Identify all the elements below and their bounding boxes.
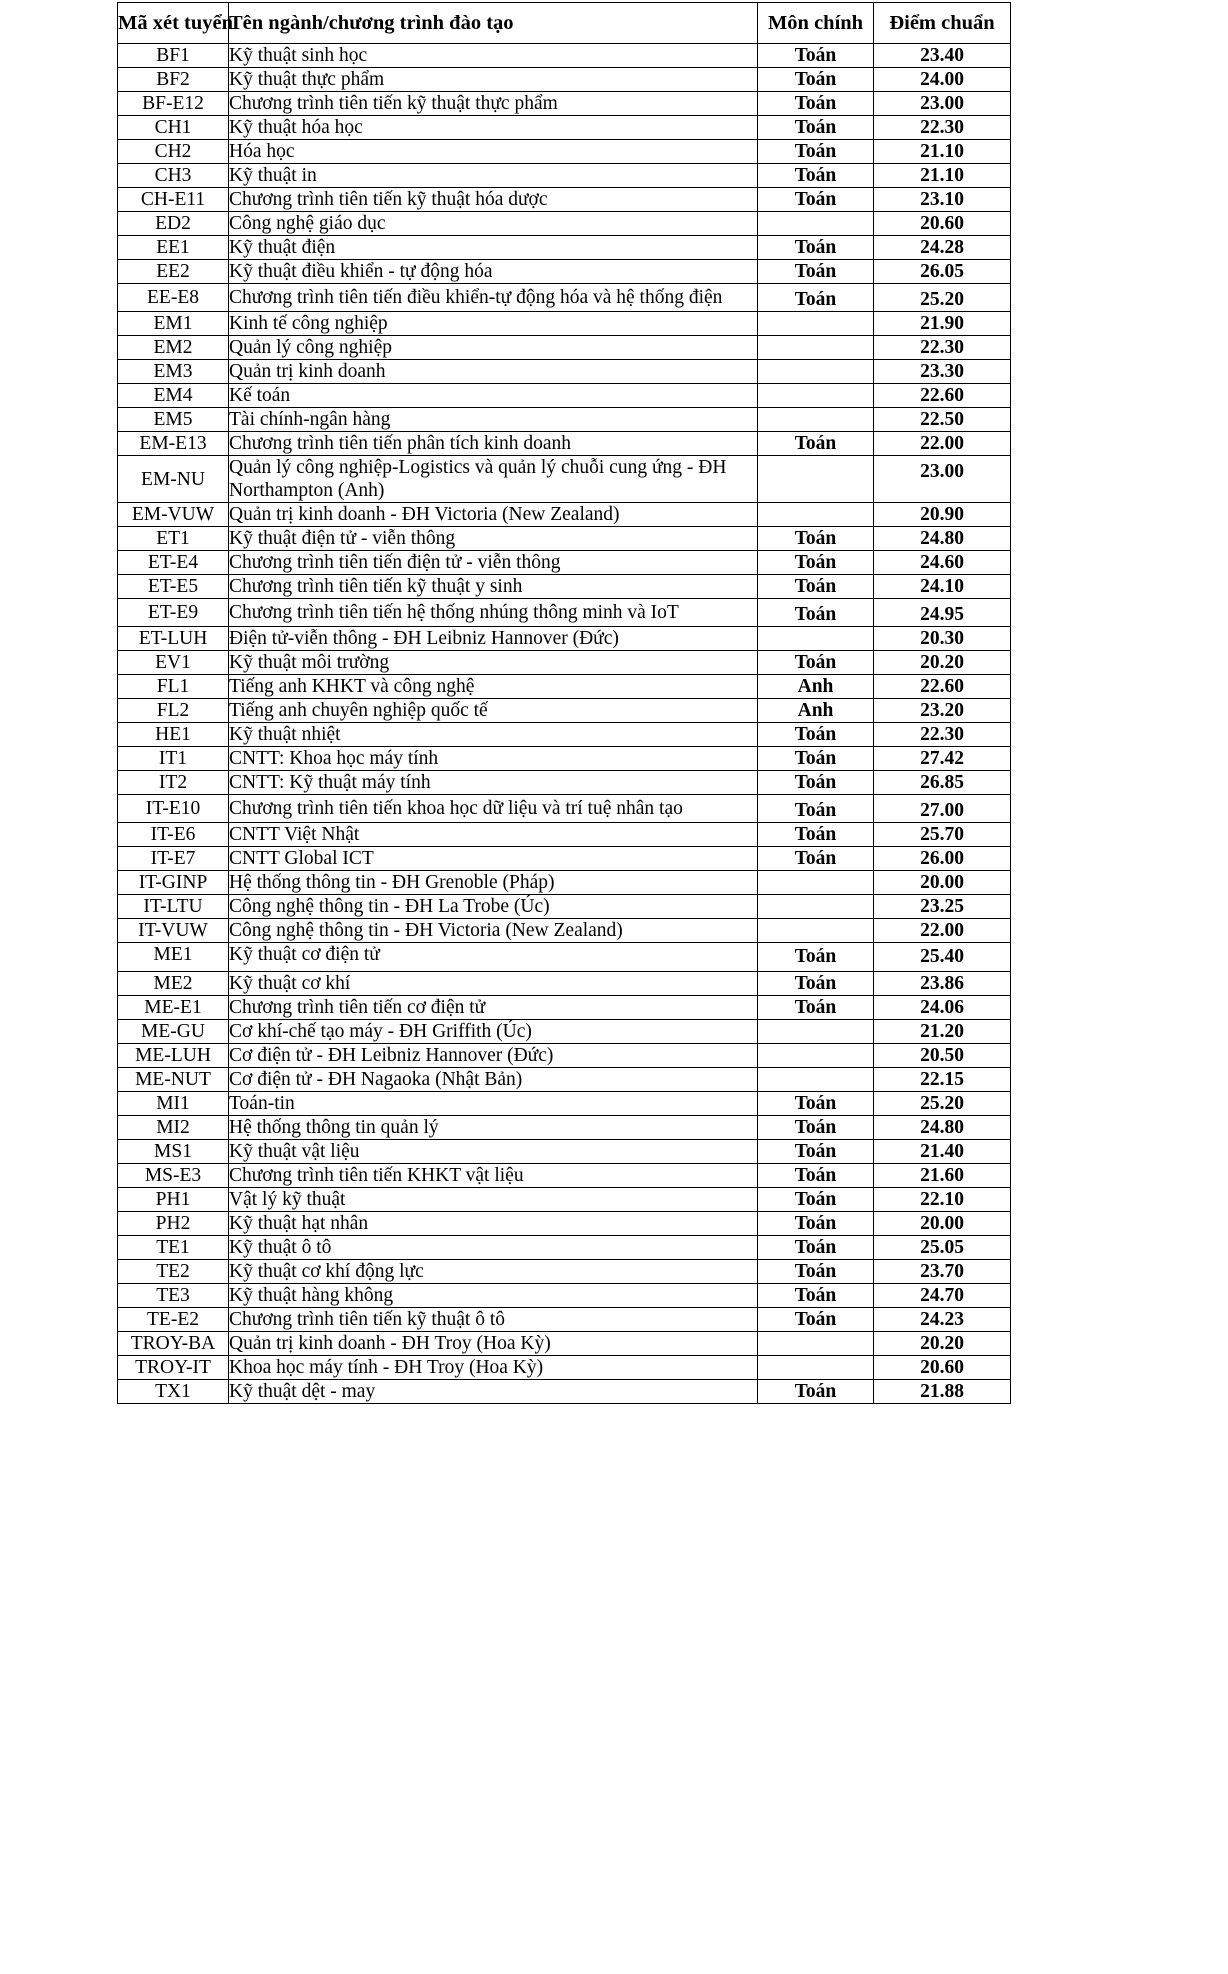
cell-score: 20.20 bbox=[874, 651, 1011, 675]
table-row bbox=[118, 44, 1011, 68]
table-row bbox=[118, 188, 1011, 212]
table-row bbox=[118, 551, 1011, 575]
cell-name: Kinh tế công nghiệp bbox=[229, 312, 758, 336]
cell-code: ME-GU bbox=[118, 1020, 229, 1044]
table-row bbox=[118, 1164, 1011, 1188]
cell-score: 24.80 bbox=[874, 527, 1011, 551]
cell-name: Kỹ thuật môi trường bbox=[229, 651, 758, 675]
cell-name: Kỹ thuật vật liệu bbox=[229, 1140, 758, 1164]
table-row bbox=[118, 747, 1011, 771]
cell-score: 21.20 bbox=[874, 1020, 1011, 1044]
table-row bbox=[118, 847, 1011, 871]
table-row bbox=[118, 823, 1011, 847]
cell-score: 23.20 bbox=[874, 699, 1011, 723]
cell-name: Kỹ thuật dệt - may bbox=[229, 1380, 758, 1404]
cell-score: 22.30 bbox=[874, 336, 1011, 360]
table-row bbox=[118, 1116, 1011, 1140]
table-row bbox=[118, 996, 1011, 1020]
cell-name: Chương trình tiên tiến điều khiển-tự động hóa và hệ thống điện bbox=[229, 284, 758, 312]
cell-name: Kỹ thuật thực phẩm bbox=[229, 68, 758, 92]
cell-score: 24.60 bbox=[874, 551, 1011, 575]
cell-name: Quản lý công nghiệp-Logistics và quản lý chuỗi cung ứng - ĐH Northampton (Anh) bbox=[229, 456, 758, 503]
cell-subject: Toán bbox=[758, 116, 874, 140]
table-row bbox=[118, 1308, 1011, 1332]
table-row bbox=[118, 384, 1011, 408]
table-row bbox=[118, 723, 1011, 747]
cell-subject: Toán bbox=[758, 1140, 874, 1164]
cell-code: TROY-IT bbox=[118, 1356, 229, 1380]
cell-code: IT2 bbox=[118, 771, 229, 795]
cell-code: TE2 bbox=[118, 1260, 229, 1284]
cell-name: Kỹ thuật cơ điện tử bbox=[229, 943, 758, 972]
cell-score: 24.10 bbox=[874, 575, 1011, 599]
cell-score: 23.40 bbox=[874, 44, 1011, 68]
cell-subject bbox=[758, 627, 874, 651]
cell-code: IT-E7 bbox=[118, 847, 229, 871]
cell-score: 21.60 bbox=[874, 1164, 1011, 1188]
cell-code: BF2 bbox=[118, 68, 229, 92]
table-row bbox=[118, 1140, 1011, 1164]
cell-subject: Toán bbox=[758, 432, 874, 456]
cell-code: BF-E12 bbox=[118, 92, 229, 116]
cell-name: Kỹ thuật cơ khí động lực bbox=[229, 1260, 758, 1284]
cell-subject: Toán bbox=[758, 140, 874, 164]
cell-name: Tiếng anh KHKT và công nghệ bbox=[229, 675, 758, 699]
cell-subject: Toán bbox=[758, 795, 874, 823]
cell-code: ED2 bbox=[118, 212, 229, 236]
cell-name: Chương trình tiên tiến điện tử - viễn thông bbox=[229, 551, 758, 575]
cell-subject: Anh bbox=[758, 699, 874, 723]
cell-score: 23.30 bbox=[874, 360, 1011, 384]
cell-code: IT1 bbox=[118, 747, 229, 771]
column-header-score: Điểm chuẩn bbox=[874, 3, 1011, 44]
cell-code: ME-LUH bbox=[118, 1044, 229, 1068]
admissions-score-table bbox=[117, 2, 1011, 1404]
cell-subject: Toán bbox=[758, 164, 874, 188]
cell-code: CH-E11 bbox=[118, 188, 229, 212]
cell-subject bbox=[758, 1332, 874, 1356]
table-row bbox=[118, 260, 1011, 284]
cell-score: 22.50 bbox=[874, 408, 1011, 432]
cell-score: 20.50 bbox=[874, 1044, 1011, 1068]
cell-subject bbox=[758, 1044, 874, 1068]
cell-name: CNTT: Kỹ thuật máy tính bbox=[229, 771, 758, 795]
cell-code: ME-E1 bbox=[118, 996, 229, 1020]
cell-score: 24.28 bbox=[874, 236, 1011, 260]
cell-code: EM1 bbox=[118, 312, 229, 336]
table-row bbox=[118, 312, 1011, 336]
cell-score: 25.70 bbox=[874, 823, 1011, 847]
cell-name: Kỹ thuật sinh học bbox=[229, 44, 758, 68]
table-row bbox=[118, 972, 1011, 996]
cell-name: Chương trình tiên tiến cơ điện tử bbox=[229, 996, 758, 1020]
cell-score: 24.70 bbox=[874, 1284, 1011, 1308]
table-row bbox=[118, 503, 1011, 527]
table-row bbox=[118, 1068, 1011, 1092]
cell-code: MS1 bbox=[118, 1140, 229, 1164]
cell-score: 24.80 bbox=[874, 1116, 1011, 1140]
cell-name: Kỹ thuật nhiệt bbox=[229, 723, 758, 747]
cell-score: 25.20 bbox=[874, 284, 1011, 312]
cell-subject: Toán bbox=[758, 1380, 874, 1404]
cell-score: 24.95 bbox=[874, 599, 1011, 627]
cell-code: ME1 bbox=[118, 943, 229, 972]
cell-code: FL2 bbox=[118, 699, 229, 723]
cell-name: Quản trị kinh doanh - ĐH Troy (Hoa Kỳ) bbox=[229, 1332, 758, 1356]
cell-score: 21.88 bbox=[874, 1380, 1011, 1404]
cell-code: ME-NUT bbox=[118, 1068, 229, 1092]
cell-code: BF1 bbox=[118, 44, 229, 68]
cell-name: Chương trình tiên tiến hệ thống nhúng thông minh và IoT bbox=[229, 599, 758, 627]
header-row bbox=[118, 3, 1011, 44]
cell-name: Khoa học máy tính - ĐH Troy (Hoa Kỳ) bbox=[229, 1356, 758, 1380]
cell-subject bbox=[758, 360, 874, 384]
cell-subject: Toán bbox=[758, 236, 874, 260]
table-row bbox=[118, 675, 1011, 699]
table-row bbox=[118, 68, 1011, 92]
cell-subject bbox=[758, 1068, 874, 1092]
cell-code: EV1 bbox=[118, 651, 229, 675]
cell-score: 25.20 bbox=[874, 1092, 1011, 1116]
cell-score: 22.00 bbox=[874, 919, 1011, 943]
table-row bbox=[118, 771, 1011, 795]
cell-code: EM-NU bbox=[118, 456, 229, 503]
cell-name: Cơ điện tử - ĐH Leibniz Hannover (Đức) bbox=[229, 1044, 758, 1068]
cell-code: PH1 bbox=[118, 1188, 229, 1212]
cell-name: Hệ thống thông tin - ĐH Grenoble (Pháp) bbox=[229, 871, 758, 895]
table-row bbox=[118, 432, 1011, 456]
table-row bbox=[118, 599, 1011, 627]
cell-code: ME2 bbox=[118, 972, 229, 996]
table-row bbox=[118, 1092, 1011, 1116]
cell-name: Toán-tin bbox=[229, 1092, 758, 1116]
cell-subject: Toán bbox=[758, 972, 874, 996]
cell-score: 20.00 bbox=[874, 1212, 1011, 1236]
cell-code: ET-E9 bbox=[118, 599, 229, 627]
cell-score: 20.00 bbox=[874, 871, 1011, 895]
cell-code: EM3 bbox=[118, 360, 229, 384]
table-row bbox=[118, 1284, 1011, 1308]
cell-subject bbox=[758, 336, 874, 360]
table-row bbox=[118, 1356, 1011, 1380]
table-row bbox=[118, 212, 1011, 236]
cell-subject: Toán bbox=[758, 68, 874, 92]
cell-code: MS-E3 bbox=[118, 1164, 229, 1188]
cell-name: Vật lý kỹ thuật bbox=[229, 1188, 758, 1212]
cell-code: TE-E2 bbox=[118, 1308, 229, 1332]
cell-subject: Toán bbox=[758, 1164, 874, 1188]
cell-code: TROY-BA bbox=[118, 1332, 229, 1356]
cell-name: Kỹ thuật in bbox=[229, 164, 758, 188]
cell-subject: Toán bbox=[758, 1260, 874, 1284]
cell-score: 24.06 bbox=[874, 996, 1011, 1020]
cell-code: TX1 bbox=[118, 1380, 229, 1404]
cell-subject: Toán bbox=[758, 823, 874, 847]
cell-name: Kỹ thuật điều khiển - tự động hóa bbox=[229, 260, 758, 284]
table-row bbox=[118, 336, 1011, 360]
table-row bbox=[118, 1260, 1011, 1284]
cell-score: 22.00 bbox=[874, 432, 1011, 456]
table-row bbox=[118, 1188, 1011, 1212]
cell-name: Kế toán bbox=[229, 384, 758, 408]
cell-score: 26.00 bbox=[874, 847, 1011, 871]
cell-score: 24.00 bbox=[874, 68, 1011, 92]
cell-name: Kỹ thuật điện bbox=[229, 236, 758, 260]
cell-score: 21.40 bbox=[874, 1140, 1011, 1164]
cell-score: 24.23 bbox=[874, 1308, 1011, 1332]
cell-score: 22.10 bbox=[874, 1188, 1011, 1212]
cell-subject: Toán bbox=[758, 1212, 874, 1236]
cell-subject: Toán bbox=[758, 1188, 874, 1212]
cell-code: EM-VUW bbox=[118, 503, 229, 527]
cell-subject bbox=[758, 456, 874, 503]
cell-code: MI2 bbox=[118, 1116, 229, 1140]
cell-code: IT-LTU bbox=[118, 895, 229, 919]
cell-name: Cơ khí-chế tạo máy - ĐH Griffith (Úc) bbox=[229, 1020, 758, 1044]
cell-code: EE2 bbox=[118, 260, 229, 284]
table-row bbox=[118, 1020, 1011, 1044]
cell-code: MI1 bbox=[118, 1092, 229, 1116]
cell-name: Chương trình tiên tiến khoa học dữ liệu và trí tuệ nhân tạo bbox=[229, 795, 758, 823]
cell-name: Chương trình tiên tiến kỹ thuật ô tô bbox=[229, 1308, 758, 1332]
table-row bbox=[118, 871, 1011, 895]
cell-code: EM-E13 bbox=[118, 432, 229, 456]
table-row bbox=[118, 92, 1011, 116]
cell-subject: Toán bbox=[758, 771, 874, 795]
cell-subject: Toán bbox=[758, 551, 874, 575]
cell-name: Kỹ thuật cơ khí bbox=[229, 972, 758, 996]
cell-score: 27.00 bbox=[874, 795, 1011, 823]
cell-subject: Toán bbox=[758, 1236, 874, 1260]
cell-code: EM5 bbox=[118, 408, 229, 432]
table-row bbox=[118, 627, 1011, 651]
cell-score: 22.60 bbox=[874, 675, 1011, 699]
table-row bbox=[118, 164, 1011, 188]
column-header-subject: Môn chính bbox=[758, 3, 874, 44]
cell-code: EM4 bbox=[118, 384, 229, 408]
cell-code: TE3 bbox=[118, 1284, 229, 1308]
cell-score: 23.10 bbox=[874, 188, 1011, 212]
table-row bbox=[118, 284, 1011, 312]
cell-name: Điện tử-viễn thông - ĐH Leibniz Hannover (Đức) bbox=[229, 627, 758, 651]
cell-name: Quản lý công nghiệp bbox=[229, 336, 758, 360]
cell-subject: Toán bbox=[758, 575, 874, 599]
cell-code: EE-E8 bbox=[118, 284, 229, 312]
cell-score: 20.90 bbox=[874, 503, 1011, 527]
cell-score: 22.15 bbox=[874, 1068, 1011, 1092]
cell-code: PH2 bbox=[118, 1212, 229, 1236]
table-row bbox=[118, 699, 1011, 723]
cell-name: Hóa học bbox=[229, 140, 758, 164]
cell-name: CNTT: Khoa học máy tính bbox=[229, 747, 758, 771]
cell-name: Quản trị kinh doanh bbox=[229, 360, 758, 384]
cell-code: CH1 bbox=[118, 116, 229, 140]
cell-code: EE1 bbox=[118, 236, 229, 260]
cell-score: 21.90 bbox=[874, 312, 1011, 336]
cell-score: 26.05 bbox=[874, 260, 1011, 284]
cell-name: Chương trình tiên tiến phân tích kinh doanh bbox=[229, 432, 758, 456]
table-row bbox=[118, 236, 1011, 260]
table-row bbox=[118, 116, 1011, 140]
table-body bbox=[118, 44, 1011, 1404]
table-row bbox=[118, 795, 1011, 823]
table-row bbox=[118, 360, 1011, 384]
cell-subject: Toán bbox=[758, 44, 874, 68]
table-row bbox=[118, 527, 1011, 551]
cell-subject bbox=[758, 1020, 874, 1044]
cell-subject bbox=[758, 408, 874, 432]
cell-subject: Toán bbox=[758, 847, 874, 871]
cell-name: Công nghệ thông tin - ĐH La Trobe (Úc) bbox=[229, 895, 758, 919]
cell-name: Chương trình tiên tiến KHKT vật liệu bbox=[229, 1164, 758, 1188]
cell-name: Hệ thống thông tin quản lý bbox=[229, 1116, 758, 1140]
column-header-code: Mã xét tuyển bbox=[118, 3, 229, 44]
cell-name: Chương trình tiên tiến kỹ thuật thực phẩm bbox=[229, 92, 758, 116]
cell-subject: Toán bbox=[758, 527, 874, 551]
cell-subject bbox=[758, 895, 874, 919]
cell-name: Quản trị kinh doanh - ĐH Victoria (New Zealand) bbox=[229, 503, 758, 527]
table-row bbox=[118, 140, 1011, 164]
table-row bbox=[118, 575, 1011, 599]
cell-name: Kỹ thuật điện tử - viễn thông bbox=[229, 527, 758, 551]
table-row bbox=[118, 1380, 1011, 1404]
cell-score: 25.05 bbox=[874, 1236, 1011, 1260]
table-header bbox=[118, 3, 1011, 44]
cell-subject: Toán bbox=[758, 651, 874, 675]
table-row bbox=[118, 651, 1011, 675]
cell-subject bbox=[758, 1356, 874, 1380]
cell-score: 23.00 bbox=[874, 456, 1011, 503]
cell-score: 20.60 bbox=[874, 1356, 1011, 1380]
cell-name: Cơ điện tử - ĐH Nagaoka (Nhật Bản) bbox=[229, 1068, 758, 1092]
cell-score: 21.10 bbox=[874, 140, 1011, 164]
cell-subject: Toán bbox=[758, 747, 874, 771]
column-header-name: Tên ngành/chương trình đào tạo bbox=[229, 3, 758, 44]
cell-subject bbox=[758, 919, 874, 943]
table-row bbox=[118, 895, 1011, 919]
cell-subject: Toán bbox=[758, 92, 874, 116]
table-row bbox=[118, 1332, 1011, 1356]
cell-subject bbox=[758, 312, 874, 336]
cell-code: TE1 bbox=[118, 1236, 229, 1260]
cell-subject: Toán bbox=[758, 943, 874, 972]
cell-name: CNTT Việt Nhật bbox=[229, 823, 758, 847]
cell-code: ET1 bbox=[118, 527, 229, 551]
cell-score: 23.70 bbox=[874, 1260, 1011, 1284]
cell-code: IT-VUW bbox=[118, 919, 229, 943]
table-row bbox=[118, 1236, 1011, 1260]
cell-subject: Toán bbox=[758, 1284, 874, 1308]
cell-score: 20.60 bbox=[874, 212, 1011, 236]
cell-subject: Toán bbox=[758, 599, 874, 627]
cell-subject: Toán bbox=[758, 723, 874, 747]
cell-subject: Toán bbox=[758, 1308, 874, 1332]
cell-name: Chương trình tiên tiến kỹ thuật y sinh bbox=[229, 575, 758, 599]
cell-code: HE1 bbox=[118, 723, 229, 747]
cell-code: CH2 bbox=[118, 140, 229, 164]
cell-name: Tài chính-ngân hàng bbox=[229, 408, 758, 432]
cell-code: CH3 bbox=[118, 164, 229, 188]
cell-code: ET-LUH bbox=[118, 627, 229, 651]
cell-name: Tiếng anh chuyên nghiệp quốc tế bbox=[229, 699, 758, 723]
cell-score: 21.10 bbox=[874, 164, 1011, 188]
cell-subject: Toán bbox=[758, 260, 874, 284]
cell-code: EM2 bbox=[118, 336, 229, 360]
table-row bbox=[118, 456, 1011, 503]
table-row bbox=[118, 408, 1011, 432]
cell-subject bbox=[758, 871, 874, 895]
cell-score: 23.86 bbox=[874, 972, 1011, 996]
cell-name: Kỹ thuật hạt nhân bbox=[229, 1212, 758, 1236]
cell-subject: Toán bbox=[758, 996, 874, 1020]
cell-code: IT-GINP bbox=[118, 871, 229, 895]
cell-code: ET-E4 bbox=[118, 551, 229, 575]
table-row bbox=[118, 1044, 1011, 1068]
cell-score: 22.60 bbox=[874, 384, 1011, 408]
cell-subject bbox=[758, 503, 874, 527]
cell-score: 23.00 bbox=[874, 92, 1011, 116]
cell-code: FL1 bbox=[118, 675, 229, 699]
cell-score: 27.42 bbox=[874, 747, 1011, 771]
cell-score: 20.30 bbox=[874, 627, 1011, 651]
cell-score: 23.25 bbox=[874, 895, 1011, 919]
cell-subject: Toán bbox=[758, 1116, 874, 1140]
cell-subject: Toán bbox=[758, 188, 874, 212]
cell-subject bbox=[758, 384, 874, 408]
cell-code: IT-E6 bbox=[118, 823, 229, 847]
cell-score: 25.40 bbox=[874, 943, 1011, 972]
cell-score: 20.20 bbox=[874, 1332, 1011, 1356]
cell-name: Công nghệ thông tin - ĐH Victoria (New Zealand) bbox=[229, 919, 758, 943]
cell-score: 22.30 bbox=[874, 723, 1011, 747]
cell-subject: Toán bbox=[758, 1092, 874, 1116]
cell-name: Kỹ thuật hàng không bbox=[229, 1284, 758, 1308]
table-row bbox=[118, 1212, 1011, 1236]
cell-subject: Toán bbox=[758, 284, 874, 312]
cell-name: CNTT Global ICT bbox=[229, 847, 758, 871]
table-row bbox=[118, 943, 1011, 972]
cell-score: 22.30 bbox=[874, 116, 1011, 140]
cell-name: Kỹ thuật ô tô bbox=[229, 1236, 758, 1260]
cell-name: Chương trình tiên tiến kỹ thuật hóa dược bbox=[229, 188, 758, 212]
cell-subject bbox=[758, 212, 874, 236]
cell-name: Kỹ thuật hóa học bbox=[229, 116, 758, 140]
table-row bbox=[118, 919, 1011, 943]
cell-code: ET-E5 bbox=[118, 575, 229, 599]
cell-code: IT-E10 bbox=[118, 795, 229, 823]
cell-score: 26.85 bbox=[874, 771, 1011, 795]
cell-subject: Anh bbox=[758, 675, 874, 699]
cell-name: Công nghệ giáo dục bbox=[229, 212, 758, 236]
